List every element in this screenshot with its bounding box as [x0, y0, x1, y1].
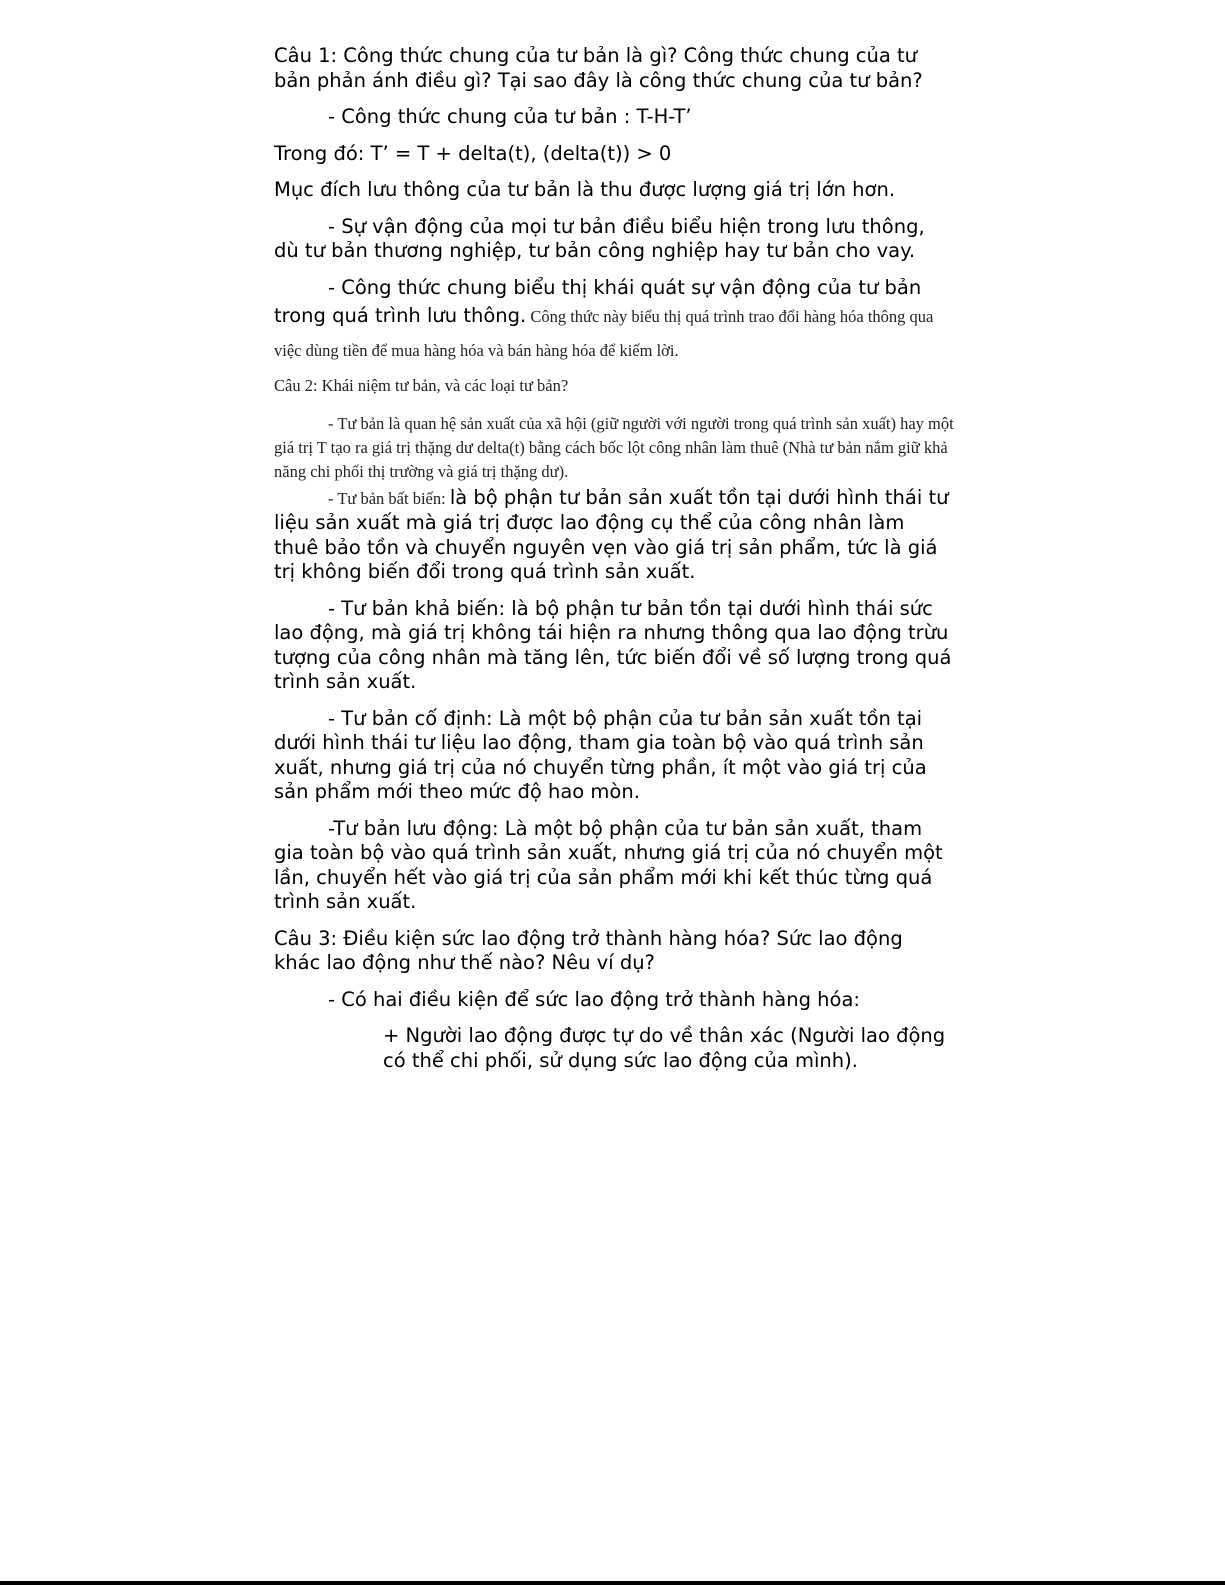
q1-where: Trong đó: T’ = T + delta(t), (delta(t)) > 0: [274, 141, 672, 165]
question-2-title: Câu 2: Khái niệm tư bản, và các loại tư bản?: [274, 375, 569, 395]
q1-formula: - Công thức chung của tư bản : T-H-T’: [328, 105, 692, 128]
q1-general-formula: [274, 276, 954, 368]
q2-variable-capital: - Tư bản khả biến: là bộ phận tư bản tồn tại dưới hình thái sức lao động, mà giá trị không tái hiện ra nhưng thông qua lao động trừu tượng của công nhân mà tăng lên, tức biến đổi về số lượng trong quá trình sản xuất.: [274, 596, 952, 693]
q2-circulating-capital: -Tư bản lưu động: Là một bộ phận của tư bản sản xuất, tham gia toàn bộ vào quá trình sản xuất, nhưng giá trị của nó chuyển một lần, chuyển hết vào giá trị của sản phẩm mới khi kết thúc từng quá trình sản xuất.: [274, 816, 943, 913]
q1-general-sans: - Công thức chung biểu thị khái quát sự vận động của tư bản trong quá trình lưu thông.: [274, 275, 922, 327]
page-bottom-border: [0, 1581, 1225, 1585]
q2-constant-capital: [274, 486, 954, 585]
question-1-title: Câu 1: Công thức chung của tư bản là gì? Công thức chung của tư bản phản ánh điều gì? Tại sao đây là công thức chung của tư bản?: [274, 44, 923, 92]
question-3-title: Câu 3: Điều kiện sức lao động trở thành hàng hóa? Sức lao động khác lao động như thế nào? Nêu ví dụ?: [274, 926, 903, 974]
q2-constant-body: là bộ phận tư bản sản xuất tồn tại dưới hình thái tư liệu sản xuất mà giá trị được lao động cụ thể của công nhân làm thuê bảo tồn và chuyển nguyên vẹn vào giá trị sản phẩm, tức là giá trị không biến đổi trong quá trình sản xuất.: [274, 485, 949, 583]
q2-fixed-capital: - Tư bản cố định: Là một bộ phận của tư bản sản xuất tồn tại dưới hình thái tư liệu lao động, tham gia toàn bộ vào quá trình sản xuất, nhưng giá trị của nó chuyển từng phần, ít một vào giá trị của sản phẩm mới theo mức độ hao mòn.: [274, 706, 927, 803]
document-body: [274, 44, 954, 1085]
q3-conditions: - Có hai điều kiện để sức lao động trở thành hàng hóa:: [328, 987, 860, 1011]
q3-condition-1: + Người lao động được tự do về thân xác (Người lao động có thể chi phối, sử dụng sức lao động của mình).: [383, 1024, 946, 1072]
q1-general-serif: Công thức này biểu thị quá trình trao đổi hàng hóa thông qua việc dùng tiền để mua hàng hóa và bán hàng hóa để kiếm lời.: [274, 306, 934, 360]
q2-concept: - Tư bản là quan hệ sản xuất của xã hội (giữ người với người trong quá trình sản xuất) hay một giá trị T tạo ra giá trị thặng dư delta(t) bằng cách bốc lột công nhân làm thuê (Nhà tư bản nắm giữ khả năng chi phối thị trường và giá trị thặng dư).: [274, 413, 954, 481]
q1-purpose: Mục đích lưu thông của tư bản là thu được lượng giá trị lớn hơn.: [274, 178, 896, 201]
q1-movement: - Sự vận động của mọi tư bản điều biểu hiện trong lưu thông, dù tư bản thương nghiệp, tư bản công nghiệp hay tư bản cho vay.: [274, 214, 925, 262]
q2-constant-lead: - Tư bản bất biến:: [328, 488, 450, 508]
